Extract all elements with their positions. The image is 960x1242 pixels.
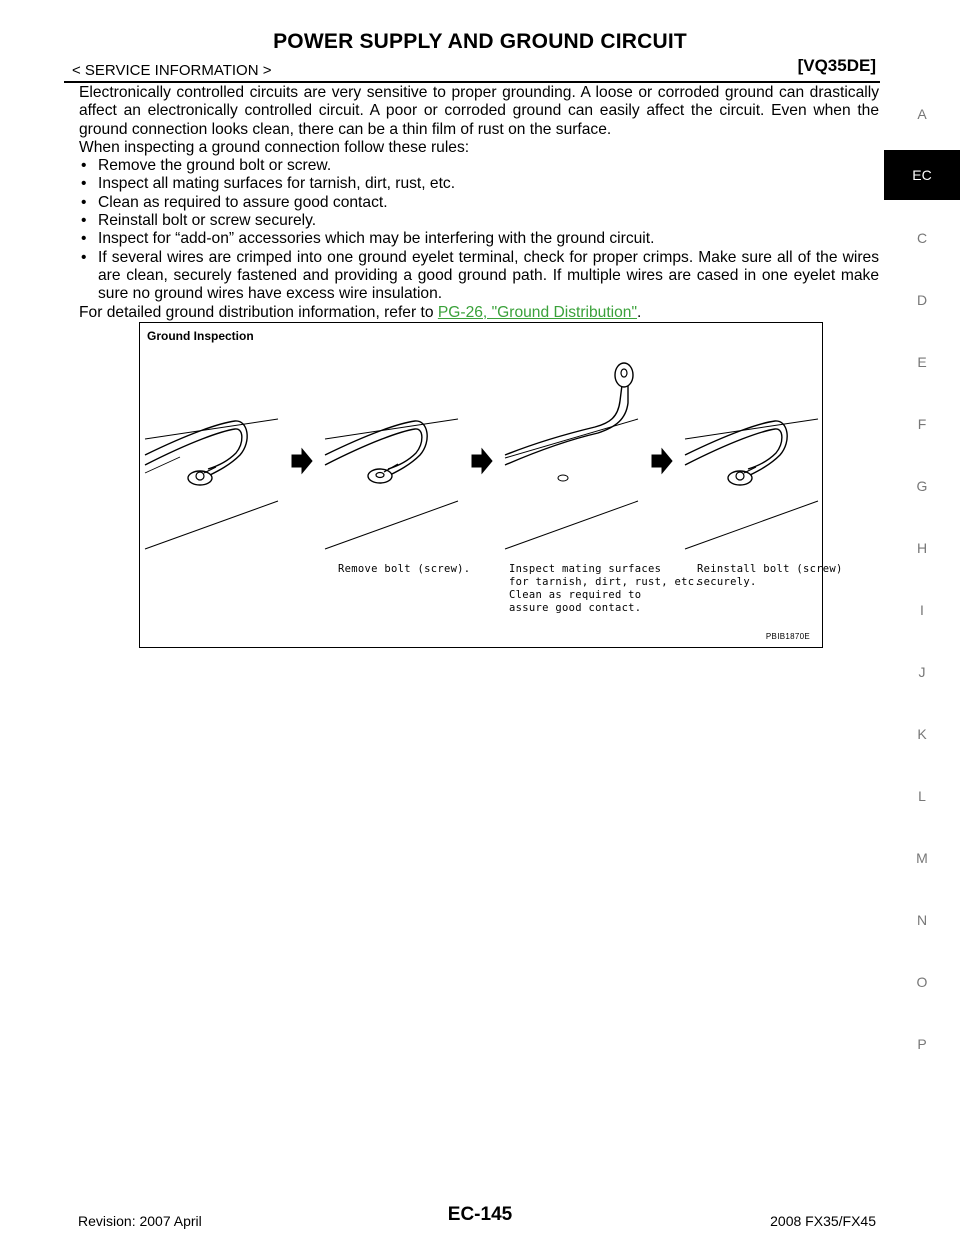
tab-d[interactable]: D [916,292,928,308]
wire-lifted-illustration [505,363,638,549]
wire-bolted-illustration [145,419,278,549]
tab-h[interactable]: H [916,540,928,556]
list-item: • Reinstall bolt or screw securely. [79,212,879,230]
list-item: • Inspect for “add-on” accessories which may be interfering with the ground circuit. [79,230,879,248]
ground-distribution-link[interactable]: PG-26, "Ground Distribution" [437,303,638,321]
tab-f[interactable]: F [917,416,927,432]
tab-l[interactable]: L [918,788,926,804]
intro-paragraph: Electronically controlled circuits are very sensitive to proper grounding. A loose or corroded ground can drastically affect an electronically controlled circuit. A poor or corroded ground can easily affect the circuit. Even when the ground connection looks clean, there can be a thin film of rust on the surface. [79,84,879,138]
wire-unbolted-illustration [325,419,458,549]
engine-label: [VQ35DE] [797,56,876,75]
list-item: • Clean as required to assure good contact. [79,194,879,212]
ground-inspection-figure [139,322,843,648]
body-text [79,84,879,322]
list-item: • If several wires are crimped into one ground eyelet terminal, check for proper crimps. Make sure all of the wires are clean, securely fastened and providing a good ground path. If multiple wires are cased in one eyelet make sure no ground wires have excess wire insulation. [79,249,879,304]
rules-list [79,157,879,303]
reference-text: For detailed ground distribution information, refer to [79,303,438,321]
list-item: • Inspect all mating surfaces for tarnish, dirt, rust, etc. [79,175,879,193]
tab-a[interactable]: A [917,106,927,122]
arrow-icon [292,449,312,473]
tab-j[interactable]: J [918,664,926,680]
figure-title: Ground Inspection [147,329,254,343]
page-number: EC-145 [447,1204,513,1225]
model-label: 2008 FX35/FX45 [770,1213,876,1229]
figure-id: PBIB1870E [765,632,810,641]
step-caption: Reinstall bolt (screw) securely. [697,563,843,588]
tab-k[interactable]: K [917,726,927,742]
tab-p[interactable]: P [917,1036,927,1052]
tab-n[interactable]: N [916,912,928,928]
wire-reinstalled-illustration [685,419,818,549]
tab-i[interactable]: I [920,602,924,618]
reference-line [79,304,879,322]
tab-o[interactable]: O [916,974,928,990]
step-caption: Inspect mating surfaces for tarnish, dirt, rust, etc. Clean as required to assure good contact. [509,563,702,614]
arrow-icon [472,449,492,473]
reference-suffix: . [637,303,642,321]
step-caption: Remove bolt (screw). [338,563,471,575]
section-index-tabs [884,0,960,1242]
ground-inspection-illustration [140,323,824,649]
page-title: POWER SUPPLY AND GROUND CIRCUIT [273,30,687,53]
tab-ec[interactable]: EC [884,150,960,200]
tab-c[interactable]: C [916,230,928,246]
list-item: • Remove the ground bolt or screw. [79,157,879,175]
arrow-icon [652,449,672,473]
tab-m[interactable]: M [916,850,928,866]
rules-intro: When inspecting a ground connection follow these rules: [79,138,470,156]
tab-e[interactable]: E [917,354,927,370]
section-label: < SERVICE INFORMATION > [72,62,272,79]
header-divider [64,81,880,83]
tab-g[interactable]: G [916,478,928,494]
revision-label: Revision: 2007 April [78,1213,202,1229]
